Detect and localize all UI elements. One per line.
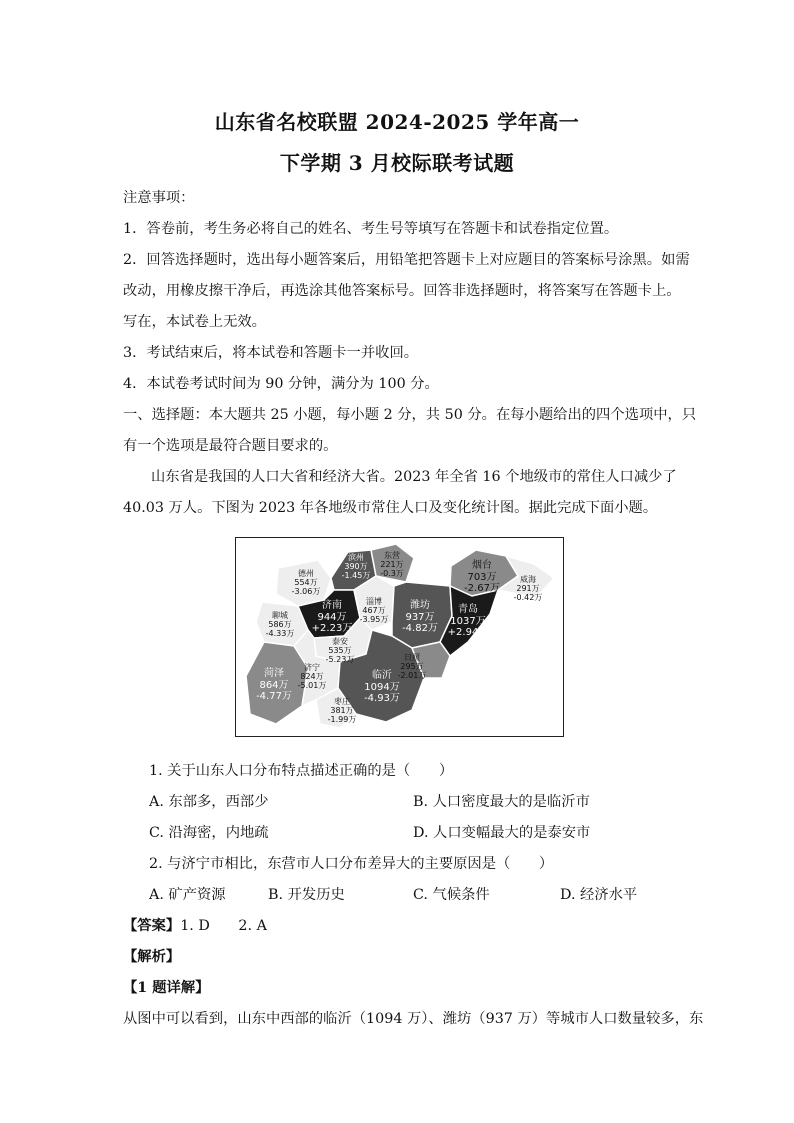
analysis-detail-label: 【1 题详解】 xyxy=(123,980,210,996)
analysis-text: 从图中可以看到，山东中西部的临沂（1094 万）、潍坊（937 万）等城市人口数量较多，东 xyxy=(123,1011,704,1027)
notice-item-1: 1．答卷前，考生务必将自己的姓名、考生号等填写在答题卡和试卷指定位置。 xyxy=(123,221,619,237)
map-label-binzhou-pop: 390万 xyxy=(344,562,368,571)
map-label-zibo: 淄博 xyxy=(366,597,382,606)
map-label-heze: 菏泽 xyxy=(264,668,284,679)
map-label-zaozhuang-pop: 381万 xyxy=(330,706,354,715)
map-label-jinan: 济南 xyxy=(322,600,342,611)
map-label-liaocheng: 聊城 xyxy=(272,611,288,620)
map-label-rizhao-pop: 295万 xyxy=(400,662,424,671)
map-label-weifang-pop: 937万 xyxy=(405,612,435,623)
question-1-stem: 1. 关于山东人口分布特点描述正确的是（ ） xyxy=(149,763,454,779)
answer-label: 【答案】 xyxy=(123,918,181,934)
map-label-dongying-change: -0.3万 xyxy=(380,569,404,578)
notice-item-4: 4．本试卷考试时间为 90 分钟，满分为 100 分。 xyxy=(123,376,439,392)
question-2-option-d[interactable]: D. 经济水平 xyxy=(560,887,638,903)
map-label-weifang-change: -4.82万 xyxy=(402,623,438,634)
question-stem-intro-cont: 40.03 万人。下图为 2023 年各地级市常住人口及变化统计图。据此完成下面小题。 xyxy=(123,500,658,516)
notice-item-3: 3．考试结束后，将本试卷和答题卡一并收回。 xyxy=(123,345,419,361)
map-label-heze-change: -4.77万 xyxy=(256,691,292,702)
map-label-jining-change: -5.01万 xyxy=(297,681,327,690)
map-label-rizhao-change: -2.01万 xyxy=(397,671,427,680)
map-label-yantai: 烟台 xyxy=(472,560,492,571)
map-label-dezhou-pop: 554万 xyxy=(294,578,318,587)
map-label-jinan-pop: 944万 xyxy=(317,612,347,623)
document-title-line1: 山东省名校联盟 2024-2025 学年高一 xyxy=(214,110,580,134)
map-label-weihai-pop: 291万 xyxy=(516,584,540,593)
map-label-jinan-change: +2.23万 xyxy=(311,623,353,634)
map-label-yantai-change: -2.67万 xyxy=(464,583,500,594)
map-label-qingdao: 青岛 xyxy=(458,604,478,615)
map-label-weihai: 威海 xyxy=(520,575,536,584)
question-2-option-c[interactable]: C. 气候条件 xyxy=(413,887,490,903)
answer-line xyxy=(123,915,267,935)
map-label-dongying: 东营 xyxy=(384,551,400,560)
question-2-option-a[interactable]: A. 矿产资源 xyxy=(149,887,226,903)
map-label-zaozhuang-change: -1.99万 xyxy=(327,715,357,724)
map-label-dezhou: 德州 xyxy=(298,569,314,578)
notice-heading: 注意事项： xyxy=(123,190,195,206)
notice-item-2: 2．回答选择题时，选出每小题答案后，用铅笔把答题卡上对应题目的答案标号涂黑。如需 xyxy=(123,252,690,268)
map-label-taian: 泰安 xyxy=(332,637,348,646)
map-label-yantai-pop: 703万 xyxy=(467,572,497,583)
map-label-jining: 济宁 xyxy=(304,663,320,672)
map-label-zibo-change: -3.95万 xyxy=(359,615,389,624)
map-label-weihai-change: -0.42万 xyxy=(513,593,543,602)
question-1-option-d[interactable]: D. 人口变幅最大的是泰安市 xyxy=(413,825,591,841)
map-label-liaocheng-change: -4.33万 xyxy=(265,629,295,638)
population-map xyxy=(235,537,564,737)
map-label-jining-pop: 824万 xyxy=(300,672,324,681)
map-label-weifang: 潍坊 xyxy=(410,600,430,611)
map-label-dezhou-change: -3.06万 xyxy=(291,587,321,596)
analysis-label: 【解析】 xyxy=(123,949,181,965)
notice-item-2-cont: 改动，用橡皮擦干净后，再选涂其他答案标号。回答非选择题时，将答案写在答题卡上。 xyxy=(123,283,681,299)
question-1-option-b[interactable]: B. 人口密度最大的是临沂市 xyxy=(413,794,590,810)
notice-item-2-end: 写在，本试卷上无效。 xyxy=(123,314,266,330)
answer-text: 1. D 2. A xyxy=(180,918,267,934)
question-1-option-a[interactable]: A. 东部多，西部少 xyxy=(149,794,269,810)
map-label-linyi: 临沂 xyxy=(372,670,392,681)
document-title-line2: 下学期 3 月校际联考试题 xyxy=(279,151,515,175)
map-label-zibo-pop: 467万 xyxy=(362,606,386,615)
map-label-zaozhuang: 枣庄 xyxy=(334,697,350,706)
map-label-heze-pop: 864万 xyxy=(259,680,289,691)
question-2-option-b[interactable]: B. 开发历史 xyxy=(268,887,345,903)
section-instruction-cont: 有一个选项是最符合题目要求的。 xyxy=(123,438,338,454)
question-1-option-c[interactable]: C. 沿海密，内地疏 xyxy=(149,825,269,841)
section-instruction: 一、选择题：本大题共 25 小题，每小题 2 分，共 50 分。在每小题给出的四个选项中，只 xyxy=(123,407,697,423)
map-label-rizhao: 日照 xyxy=(404,653,420,662)
map-label-liaocheng-pop: 586万 xyxy=(268,620,292,629)
map-label-binzhou: 滨州 xyxy=(348,553,364,562)
map-label-qingdao-change: +2.94万 xyxy=(447,627,489,638)
map-label-dongying-pop: 221万 xyxy=(380,560,404,569)
map-label-binzhou-change: -1.45万 xyxy=(341,571,371,580)
map-label-taian-pop: 535万 xyxy=(328,646,352,655)
map-label-linyi-change: -4.93万 xyxy=(364,693,400,704)
question-stem-intro: 山东省是我国的人口大省和经济大省。2023 年全省 16 个地级市的常住人口减少了 xyxy=(151,469,677,485)
question-2-stem: 2. 与济宁市相比，东营市人口分布差异大的主要原因是（ ） xyxy=(149,856,554,872)
map-label-qingdao-pop: 1037万 xyxy=(450,616,486,627)
map-label-taian-change: -5.23万 xyxy=(325,655,355,664)
map-label-linyi-pop: 1094万 xyxy=(364,682,400,693)
